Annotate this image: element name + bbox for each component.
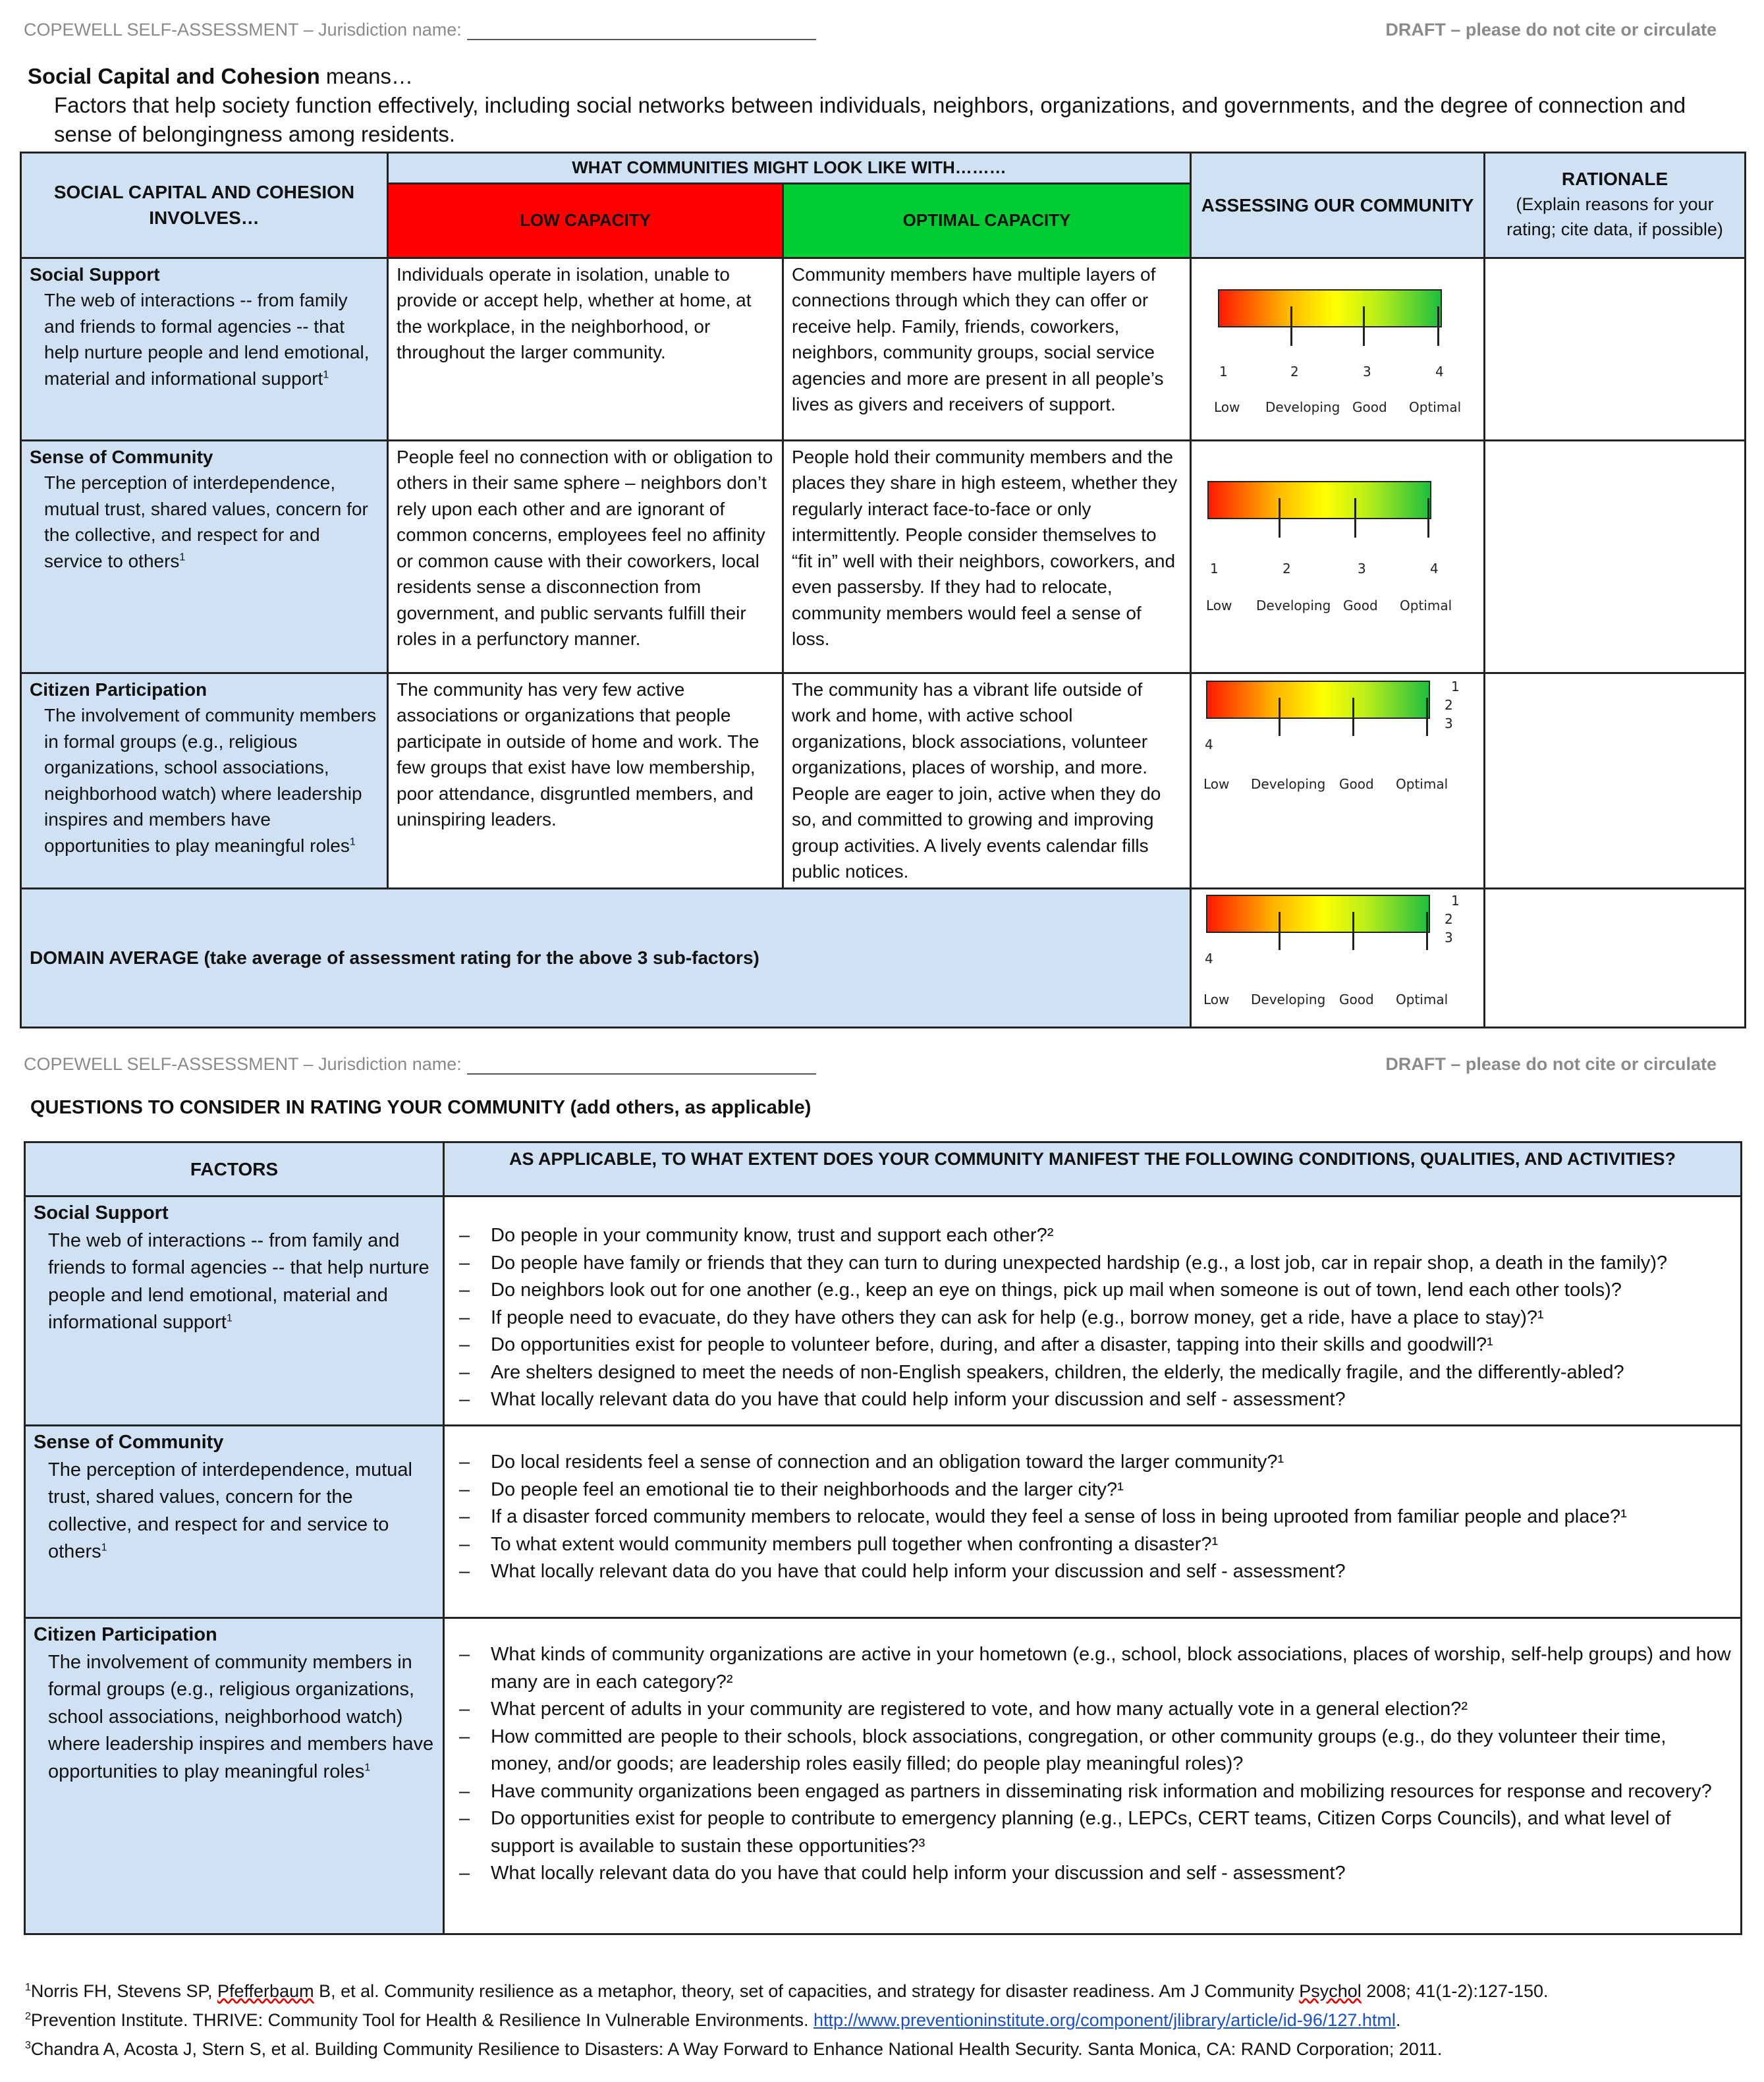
rating-scale[interactable] bbox=[1199, 444, 1476, 615]
list-item: – If people need to evacuate, do they have others they can ask for help (e.g., borrow money, get a ride, have a place to stay)?¹ bbox=[459, 1307, 1544, 1328]
factor-description: The involvement of community members in formal groups (e.g., religious organizations, school associations, neighborhood watch) where leadership inspires and members have opportunities to play meaningful roles$^1$ bbox=[44, 705, 377, 856]
scale-label: Optimal bbox=[1409, 399, 1462, 415]
scale-tick bbox=[1363, 306, 1365, 346]
factor-name: Sense of Community bbox=[34, 1432, 224, 1453]
means-label: means… bbox=[325, 64, 413, 88]
scale-label: Developing bbox=[1256, 597, 1331, 613]
scale-tick bbox=[1426, 912, 1428, 950]
factor-name: Social Support bbox=[30, 264, 160, 285]
factor-cell bbox=[21, 258, 388, 440]
scale-label: Low bbox=[1214, 399, 1240, 415]
factor-cell bbox=[25, 1618, 444, 1934]
table-row bbox=[21, 258, 1746, 440]
scale-tick bbox=[1279, 912, 1281, 950]
footnote-1: $^1$Norris FH, Stevens SP, Pfefferbaum B, et al. Community resilience as a metaphor, theory, set of capacities, and strategy for disaster readiness. Am J Community Psychol 2008; 41(1-2):127-150. bbox=[25, 1981, 1549, 2001]
rating-scale[interactable] bbox=[1199, 677, 1476, 808]
factor-description: The web of interactions -- from family and friends to formal agencies -- that help nurture people and lend emotional, material and informational support$^1$ bbox=[48, 1229, 429, 1333]
factor-description: The web of interactions -- from family and friends to formal agencies -- that help nurture people and lend emotional, material and informational support$^1$ bbox=[44, 290, 370, 389]
scale-number: 4 bbox=[1205, 736, 1213, 752]
scale-label: Good bbox=[1339, 991, 1374, 1007]
list-item: – Have community organizations been engaged as partners in disseminating risk information and mobilizing resources for response and recovery? bbox=[459, 1780, 1712, 1802]
definition-text: Factors that help society function effectively, including social networks between individuals, neighbors, organizations, and governments, and the degree of connection and sense of belongingness among residents. bbox=[54, 93, 1686, 146]
assessment-cell bbox=[1191, 888, 1485, 1027]
footnote-ref: 1 bbox=[349, 836, 356, 848]
optimal-capacity-cell: People hold their community members and the places they share in high esteem, whether they regularly interact face-to-face or only intermittently. People consider themselves to “fit in” well with their neighbors, coworkers, and even passersby. If they had to relocate, community members would feel a sense of loss. bbox=[783, 440, 1191, 673]
footnote-ref: 1 bbox=[323, 369, 329, 381]
table-row bbox=[25, 1426, 1742, 1618]
draft-notice: DRAFT – please do not cite or circulate bbox=[1385, 1054, 1717, 1074]
footnote-3: $^3$Chandra A, Acosta J, Stern S, et al. Building Community Resilience to Disasters: A Way Forward to Enhance National Health Security. Santa Monica, CA: RAND Corporation; 2011. bbox=[25, 2039, 1443, 2059]
scale-number: 3 bbox=[1363, 363, 1371, 380]
optimal-capacity-cell: The community has a vibrant life outside of work and home, with active school organizations, block associations, volunteer organizations, places of worship, and more. People are eager to join, active when they do so, and committed to growing and improving group activities. A lively events calendar fills public notices. bbox=[783, 673, 1191, 888]
scale-label: Low bbox=[1203, 775, 1230, 792]
questions-cell bbox=[444, 1618, 1742, 1934]
questions-cell bbox=[444, 1196, 1742, 1426]
footnote-ref: 1 bbox=[179, 551, 186, 563]
domain-definition bbox=[28, 62, 1740, 149]
scale-label: Developing bbox=[1251, 775, 1326, 792]
domain-term: Social Capital and Cohesion bbox=[28, 64, 320, 88]
scale-tick bbox=[1437, 306, 1439, 346]
list-item: – Do people feel an emotional tie to their neighborhoods and the larger city?¹ bbox=[459, 1478, 1124, 1500]
factor-name: Social Support bbox=[34, 1202, 169, 1224]
scale-label: Low bbox=[1203, 991, 1230, 1007]
col-involves: SOCIAL CAPITAL AND COHESION INVOLVES… bbox=[21, 153, 388, 258]
scale-tick bbox=[1290, 306, 1292, 346]
question-list bbox=[453, 1641, 1732, 1888]
scale-number: 2 bbox=[1445, 911, 1453, 927]
scale-label: Good bbox=[1339, 775, 1374, 792]
factor-description: The perception of interdependence, mutual trust, shared values, concern for the collective, and respect for and service to others$^1$ bbox=[48, 1459, 412, 1562]
footnote-ref: 1 bbox=[226, 1312, 233, 1324]
footnotes bbox=[25, 1977, 1751, 2064]
table-row bbox=[21, 888, 1746, 1027]
questions-title: QUESTIONS TO CONSIDER IN RATING YOUR COMMUNITY (add others, as applicable) bbox=[30, 1097, 812, 1118]
list-item: – What kinds of community organizations are active in your hometown (e.g., school, block associations, places of worship, self-help groups) and how many are in each category?² bbox=[459, 1644, 1731, 1693]
col-extent: AS APPLICABLE, TO WHAT EXTENT DOES YOUR COMMUNITY MANIFEST THE FOLLOWING CONDITIONS, QUALITIES, AND ACTIVITIES? bbox=[444, 1142, 1742, 1196]
col-rationale bbox=[1485, 153, 1746, 258]
rationale-cell[interactable] bbox=[1485, 440, 1746, 673]
table-row bbox=[21, 440, 1746, 673]
assessment-cell bbox=[1191, 258, 1485, 440]
col-optimal-capacity: OPTIMAL CAPACITY bbox=[783, 183, 1191, 258]
factor-name: Citizen Participation bbox=[34, 1624, 217, 1645]
scale-label: Optimal bbox=[1396, 775, 1448, 792]
factor-cell bbox=[25, 1426, 444, 1618]
rating-bar[interactable] bbox=[1218, 289, 1442, 327]
rating-scale[interactable] bbox=[1199, 262, 1476, 413]
draft-notice: DRAFT – please do not cite or circulate bbox=[1385, 20, 1717, 40]
list-item: – What percent of adults in your community are registered to vote, and how many actually vote in a general election?² bbox=[459, 1699, 1468, 1720]
scale-label: Developing bbox=[1265, 399, 1340, 415]
list-item: – What locally relevant data do you have that could help inform your discussion and self - assessment? bbox=[459, 1863, 1346, 1884]
scale-number: 2 bbox=[1290, 363, 1299, 380]
scale-number: 2 bbox=[1282, 560, 1291, 577]
rationale-cell[interactable] bbox=[1485, 888, 1746, 1027]
factor-description: The involvement of community members in formal groups (e.g., religious organizations, school associations, neighborhood watch) where leadership inspires and members have opportunities to play meaningful roles$^1$ bbox=[48, 1651, 434, 1782]
rating-bar[interactable] bbox=[1207, 481, 1431, 519]
rationale-note: (Explain reasons for your rating; cite data, if possible) bbox=[1506, 194, 1723, 239]
footnote-2: $^2$Prevention Institute. THRIVE: Community Tool for Health & Resilience In Vulnerable Environments. http://www.preventioninstitute.org/component/jlibrary/article/id-96/127.html. bbox=[25, 2010, 1401, 2030]
low-capacity-cell: The community has very few active associations or organizations that people participate in outside of home and work. The few groups that exist have low membership, poor attendance, disgruntled members, and uninspiring leaders. bbox=[388, 673, 783, 888]
rationale-cell[interactable] bbox=[1485, 673, 1746, 888]
low-capacity-cell: People feel no connection with or obligation to others in their same sphere – neighbors don’t rely upon each other and are ignorant of common concerns, employees feel no affinity or common cause with their coworkers, local residents sense a disconnection from government, and public servants fulfill their roles in a perfunctory manner. bbox=[388, 440, 783, 673]
scale-tick bbox=[1426, 698, 1428, 736]
factor-cell bbox=[21, 673, 388, 888]
jurisdiction-name-field[interactable] bbox=[467, 1057, 816, 1075]
table-row bbox=[21, 673, 1746, 888]
col-what-communities: WHAT COMMUNITIES MIGHT LOOK LIKE WITH……… bbox=[388, 153, 1191, 184]
rating-bar[interactable] bbox=[1206, 895, 1430, 933]
factor-description: The perception of interdependence, mutual trust, shared values, concern for the collective, and respect for and service to others$^1$ bbox=[44, 472, 368, 571]
list-item: – Do opportunities exist for people to volunteer before, during, and after a disaster, tapping into their skills and goodwill?¹ bbox=[459, 1334, 1493, 1355]
list-item: – To what extent would community members pull together when confronting a disaster?¹ bbox=[459, 1533, 1219, 1555]
scale-tick bbox=[1354, 498, 1356, 538]
footnote-ref: 1 bbox=[101, 1542, 107, 1554]
scale-tick bbox=[1352, 912, 1354, 950]
scale-label: Good bbox=[1352, 399, 1387, 415]
low-capacity-cell: Individuals operate in isolation, unable to provide or accept help, whether at home, at the workplace, in the neighborhood, or throughout the larger community. bbox=[388, 258, 783, 440]
scale-number: 3 bbox=[1445, 929, 1453, 945]
list-item: – If a disaster forced community members to relocate, would they feel a sense of loss in being uprooted from familiar people and place?¹ bbox=[459, 1506, 1627, 1527]
list-item: – How committed are people to their schools, block associations, congregation, or other community groups (e.g., do they volunteer their time, money, and/or goods; are leadership roles easily filled; do people play meaningful roles)? bbox=[459, 1726, 1667, 1774]
scale-tick bbox=[1279, 498, 1281, 538]
scale-number: 1 bbox=[1451, 892, 1460, 909]
list-item: – What locally relevant data do you have that could help inform your discussion and self - assessment? bbox=[459, 1561, 1346, 1582]
list-item: – Do people have family or friends that they can turn to during unexpected hardship (e.g., a lost job, car in repair shop, a death in the family)? bbox=[459, 1252, 1668, 1274]
scale-label: Low bbox=[1206, 597, 1232, 613]
footnote-ref: 1 bbox=[364, 1761, 371, 1773]
scale-number: 3 bbox=[1358, 560, 1366, 577]
rating-scale[interactable] bbox=[1199, 892, 1476, 1017]
col-assessing: ASSESSING OUR COMMUNITY bbox=[1191, 153, 1485, 258]
assessment-cell bbox=[1191, 673, 1485, 888]
scale-number: 4 bbox=[1205, 950, 1213, 967]
rationale-title: RATIONALE bbox=[1561, 168, 1668, 189]
prevention-institute-link[interactable]: http://www.preventioninstitute.org/component/jlibrary/article/id-96/127.html bbox=[813, 2010, 1396, 2030]
scale-label: Optimal bbox=[1396, 991, 1448, 1007]
factor-cell bbox=[25, 1196, 444, 1426]
rating-bar[interactable] bbox=[1206, 681, 1430, 719]
jurisdiction-name-field[interactable] bbox=[467, 23, 816, 40]
questions-cell bbox=[444, 1426, 1742, 1618]
capacity-table bbox=[20, 152, 1746, 1028]
list-item: – Do local residents feel a sense of connection and an obligation toward the larger community?¹ bbox=[459, 1451, 1284, 1473]
scale-label: Optimal bbox=[1400, 597, 1452, 613]
list-item: – Do neighbors look out for one another (e.g., keep an eye on things, pick up mail when someone is out of town, lend each other tools)? bbox=[459, 1280, 1622, 1301]
assessment-label: COPEWELL SELF-ASSESSMENT – Jurisdiction name: bbox=[24, 20, 816, 40]
questions-table bbox=[24, 1141, 1742, 1935]
scale-label: Good bbox=[1343, 597, 1378, 613]
col-factors: FACTORS bbox=[25, 1142, 444, 1196]
scale-label: Developing bbox=[1251, 991, 1326, 1007]
page-header bbox=[24, 20, 1740, 49]
col-low-capacity: LOW CAPACITY bbox=[388, 183, 783, 258]
scale-number: 1 bbox=[1210, 560, 1219, 577]
scale-tick bbox=[1279, 698, 1281, 736]
factor-name: Sense of Community bbox=[30, 446, 213, 467]
scale-number: 1 bbox=[1451, 678, 1460, 694]
factor-name: Citizen Participation bbox=[30, 679, 207, 700]
list-item: – What locally relevant data do you have that could help inform your discussion and self - assessment? bbox=[459, 1389, 1346, 1410]
scale-tick bbox=[1352, 698, 1354, 736]
domain-average-label: DOMAIN AVERAGE (take average of assessment rating for the above 3 sub-factors) bbox=[21, 888, 1191, 1027]
question-list bbox=[453, 1222, 1732, 1414]
scale-number: 1 bbox=[1219, 363, 1228, 380]
scale-number: 4 bbox=[1435, 363, 1444, 380]
assessment-label: COPEWELL SELF-ASSESSMENT – Jurisdiction name: bbox=[24, 1054, 816, 1075]
scale-tick bbox=[1427, 498, 1429, 538]
rationale-cell[interactable] bbox=[1485, 258, 1746, 440]
assessment-cell bbox=[1191, 440, 1485, 673]
table-row bbox=[25, 1196, 1742, 1426]
page-header bbox=[24, 1054, 1740, 1083]
list-item: – Do opportunities exist for people to contribute to emergency planning (e.g., LEPCs, CERT teams, Citizen Corps Councils), and what level of support is available to sustain these opportunities?³ bbox=[459, 1808, 1671, 1857]
question-list bbox=[453, 1449, 1732, 1586]
scale-number: 3 bbox=[1445, 715, 1453, 731]
optimal-capacity-cell: Community members have multiple layers of connections through which they can offer or receive help. Family, friends, coworkers, neighbors, community groups, social service agencies and more are present in all people’s lives as givers and receivers of support. bbox=[783, 258, 1191, 440]
table-row bbox=[25, 1618, 1742, 1934]
scale-number: 4 bbox=[1430, 560, 1439, 577]
factor-cell bbox=[21, 440, 388, 673]
scale-number: 2 bbox=[1445, 696, 1453, 713]
list-item: – Are shelters designed to meet the needs of non-English speakers, children, the elderly, the medically fragile, and the differently-abled? bbox=[459, 1361, 1624, 1383]
list-item: – Do people in your community know, trust and support each other?² bbox=[459, 1225, 1054, 1246]
